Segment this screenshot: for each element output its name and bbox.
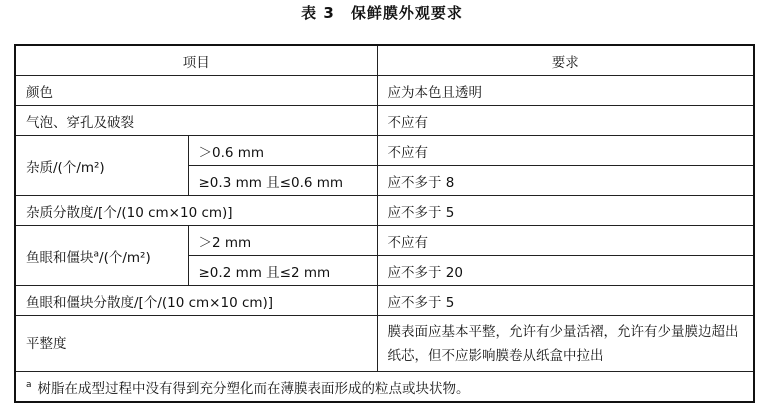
footnote-marker: a xyxy=(26,380,32,390)
header-requirement: 要求 xyxy=(377,45,754,76)
fisheye-unit: /(个/m²) xyxy=(99,249,151,266)
row-item: 颜色 xyxy=(15,76,377,106)
row-item: 平整度 xyxy=(15,316,377,372)
row-condition: ≥0.3 mm 且≤0.6 mm xyxy=(188,166,377,196)
row-requirement: 不应有 xyxy=(377,106,754,136)
footnote xyxy=(15,372,754,403)
table-row xyxy=(15,76,754,106)
row-requirement: 应不多于 20 xyxy=(377,256,754,286)
footnote-text: 树脂在成型过程中没有得到充分塑化而在薄膜表面形成的粒点或块状物。 xyxy=(37,380,470,397)
row-requirement: 不应有 xyxy=(377,226,754,256)
row-requirement: 应不多于 5 xyxy=(377,196,754,226)
appearance-requirements-table xyxy=(14,44,755,403)
table-title: 表 3 保鲜膜外观要求 xyxy=(301,4,463,22)
row-condition: ≥0.2 mm 且≤2 mm xyxy=(188,256,377,286)
table-row xyxy=(15,286,754,316)
row-item: 气泡、穿孔及破裂 xyxy=(15,106,377,136)
footnote-row xyxy=(15,372,754,403)
header-item: 项目 xyxy=(15,45,377,76)
fisheye-label: 鱼眼和僵块 xyxy=(26,249,94,266)
table-header-row xyxy=(15,45,754,76)
table-row xyxy=(15,106,754,136)
table-row xyxy=(15,136,754,166)
row-item: 杂质/(个/m²) xyxy=(15,136,188,196)
row-requirement: 应不多于 8 xyxy=(377,166,754,196)
row-item: 鱼眼和僵块分散度/[个/(10 cm×10 cm)] xyxy=(15,286,377,316)
row-requirement: 膜表面应基本平整，允许有少量活褶，允许有少量膜边超出纸芯，但不应影响膜卷从纸盒中拉出 xyxy=(377,316,754,372)
table-row xyxy=(15,196,754,226)
row-item xyxy=(15,226,188,286)
table-row xyxy=(15,316,754,372)
row-condition: ＞2 mm xyxy=(188,226,377,256)
row-requirement: 应为本色且透明 xyxy=(377,76,754,106)
row-requirement: 不应有 xyxy=(377,136,754,166)
row-condition: ＞0.6 mm xyxy=(188,136,377,166)
footnote-ref: a xyxy=(93,249,100,259)
table-row xyxy=(15,226,754,256)
row-item: 杂质分散度/[个/(10 cm×10 cm)] xyxy=(15,196,377,226)
row-requirement: 应不多于 5 xyxy=(377,286,754,316)
